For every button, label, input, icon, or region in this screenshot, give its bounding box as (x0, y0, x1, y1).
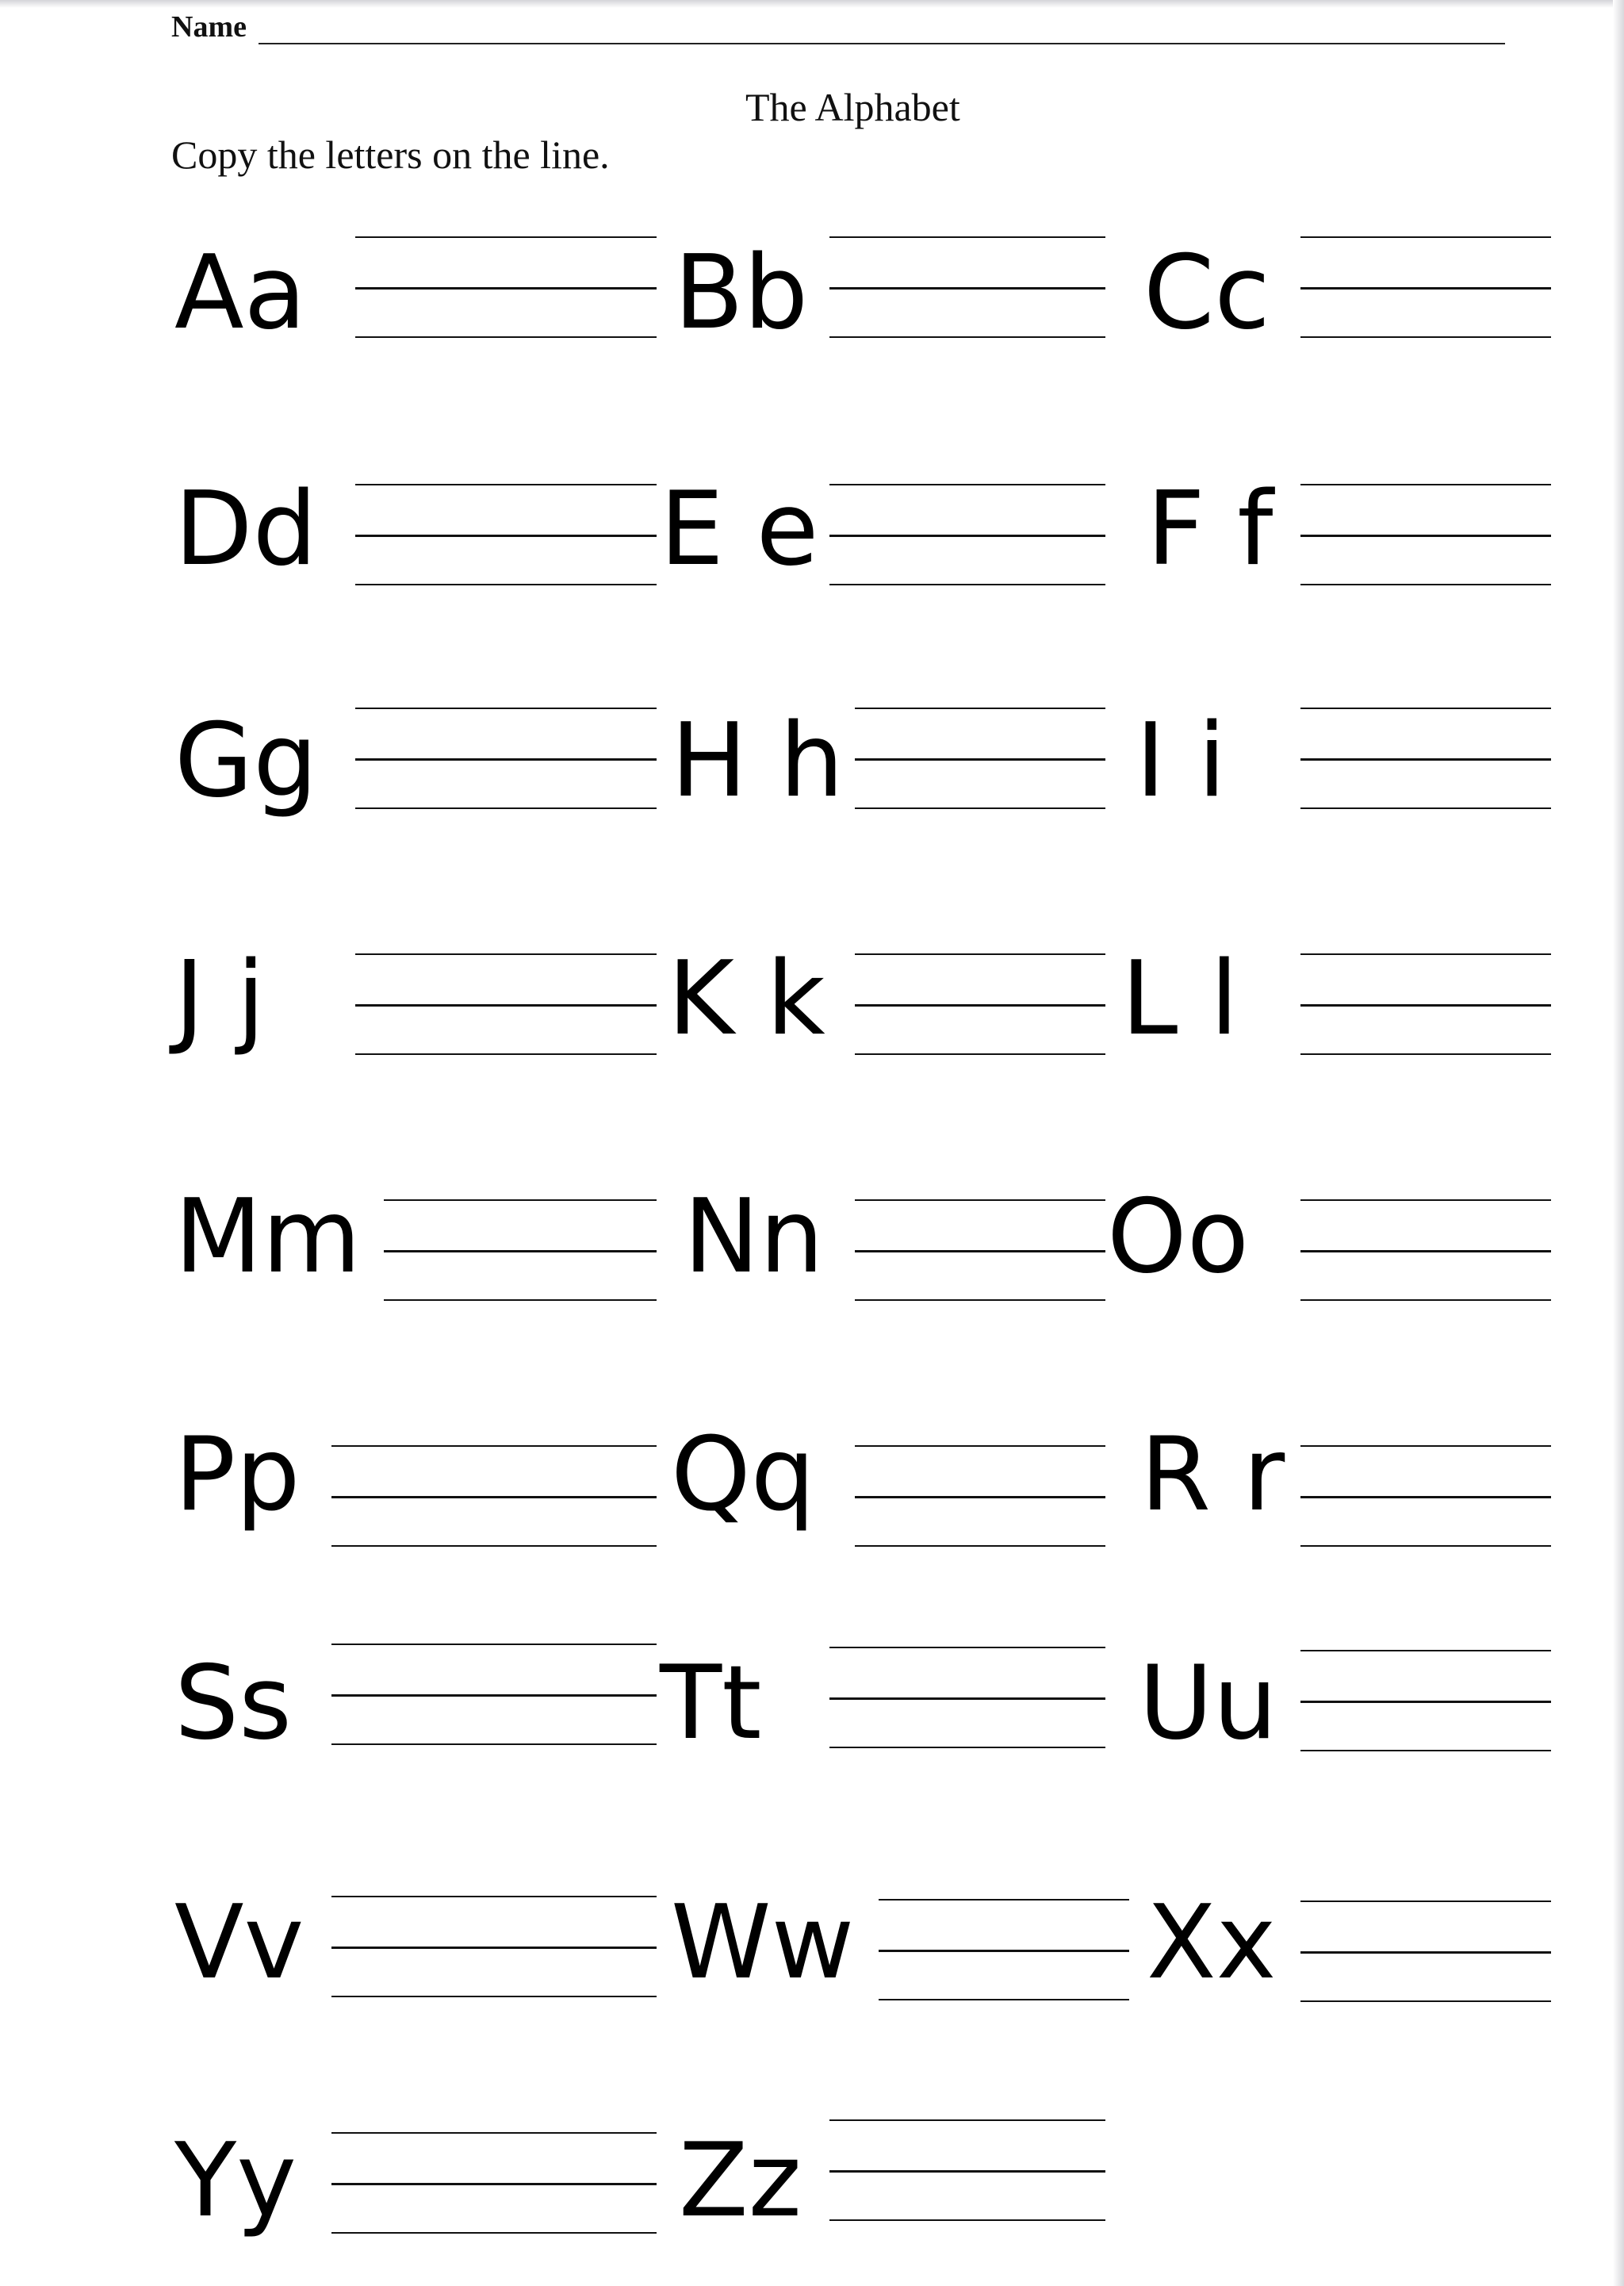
letter-pair-v: Vv (174, 1884, 304, 2002)
writing-lines-w[interactable] (879, 1899, 1129, 1999)
writing-lines-o[interactable] (1300, 1199, 1551, 1299)
writing-lines-u[interactable] (1300, 1650, 1551, 1750)
letter-pair-p: Pp (174, 1416, 301, 1534)
writing-lines-q[interactable] (855, 1445, 1105, 1545)
letter-pair-z: Zz (679, 2122, 802, 2240)
writing-lines-t[interactable] (829, 1647, 1105, 1747)
writing-lines-b[interactable] (829, 236, 1105, 336)
letter-pair-e: E e (660, 470, 819, 589)
letter-pair-n: Nn (684, 1178, 824, 1296)
writing-lines-h[interactable] (855, 708, 1105, 807)
letter-pair-q: Qq (671, 1416, 815, 1534)
writing-lines-n[interactable] (855, 1199, 1105, 1299)
instructions-text: Copy the letters on the line. (171, 132, 610, 177)
letter-pair-x: Xx (1147, 1884, 1277, 2002)
writing-lines-f[interactable] (1300, 484, 1551, 584)
writing-lines-d[interactable] (355, 484, 657, 584)
writing-lines-a[interactable] (355, 236, 657, 336)
letter-pair-w: Ww (671, 1884, 855, 2002)
letter-pair-s: Ss (174, 1644, 292, 1762)
writing-lines-m[interactable] (384, 1199, 657, 1299)
writing-lines-r[interactable] (1300, 1445, 1551, 1545)
letter-pair-c: Cc (1143, 234, 1270, 352)
letter-pair-t: Tt (660, 1644, 762, 1762)
writing-lines-p[interactable] (331, 1445, 657, 1545)
writing-lines-y[interactable] (331, 2132, 657, 2232)
letter-pair-a: Aa (174, 234, 306, 352)
name-label: Name (171, 10, 247, 44)
scan-right-edge (1613, 0, 1624, 2286)
writing-lines-x[interactable] (1300, 1901, 1551, 2000)
writing-lines-g[interactable] (355, 708, 657, 807)
writing-lines-j[interactable] (355, 953, 657, 1053)
letter-pair-y: Yy (174, 2122, 297, 2240)
writing-lines-z[interactable] (829, 2119, 1105, 2219)
letter-pair-r: R r (1140, 1416, 1285, 1534)
letter-pair-j: J j (174, 940, 265, 1058)
writing-lines-v[interactable] (331, 1896, 657, 1996)
scan-top-edge (0, 0, 1624, 8)
writing-lines-k[interactable] (855, 953, 1105, 1053)
letter-pair-u: Uu (1139, 1644, 1277, 1762)
writing-lines-i[interactable] (1300, 708, 1551, 807)
letter-pair-l: L l (1121, 940, 1239, 1058)
letter-pair-k: K k (668, 940, 825, 1058)
letter-pair-i: I i (1136, 702, 1226, 820)
letter-pair-d: Dd (174, 470, 317, 589)
letter-pair-f: F f (1147, 470, 1274, 589)
writing-lines-c[interactable] (1300, 236, 1551, 336)
writing-lines-e[interactable] (829, 484, 1105, 584)
letter-pair-m: Mm (174, 1178, 362, 1296)
letter-pair-b: Bb (674, 234, 809, 352)
writing-lines-s[interactable] (331, 1644, 657, 1743)
writing-lines-l[interactable] (1300, 953, 1551, 1053)
letter-pair-h: H h (671, 702, 845, 820)
letter-pair-o: Oo (1107, 1178, 1250, 1296)
name-write-line[interactable] (259, 43, 1505, 44)
worksheet-title: The Alphabet (745, 85, 960, 129)
letter-pair-g: Gg (174, 702, 318, 820)
